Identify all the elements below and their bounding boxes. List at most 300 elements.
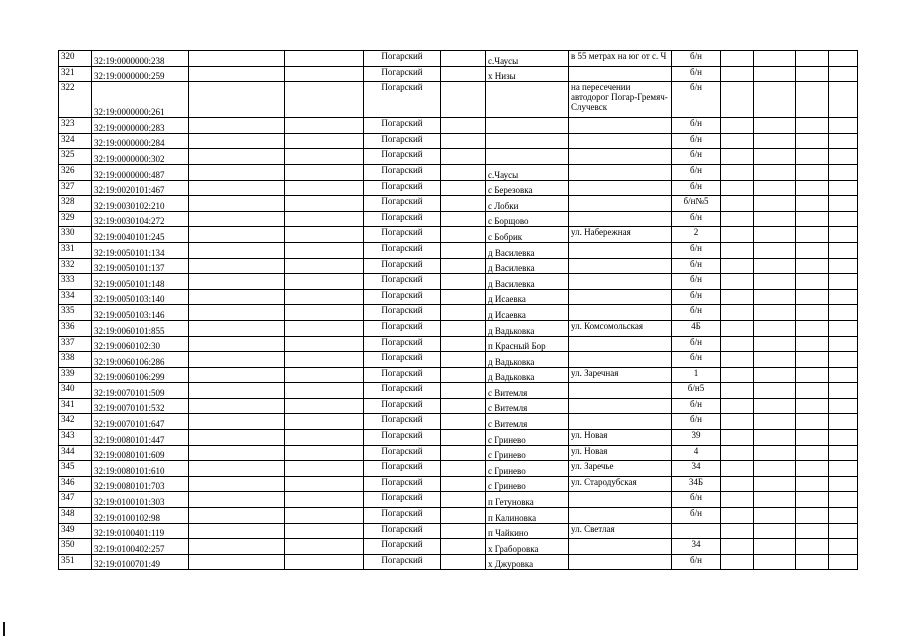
- locality-cell: с Витемля: [486, 383, 569, 399]
- empty-cell: [189, 289, 285, 305]
- empty-cell: [189, 118, 285, 134]
- district-cell: Погарский: [364, 149, 441, 165]
- empty-cell: [721, 336, 754, 352]
- empty-cell: [721, 492, 754, 508]
- empty-cell: [285, 51, 364, 67]
- house-number-cell: б/н: [672, 492, 721, 508]
- empty-cell: [754, 445, 796, 461]
- empty-cell: [829, 508, 858, 524]
- table-row: [59, 508, 858, 524]
- empty-cell: [796, 539, 829, 555]
- empty-cell: [189, 508, 285, 524]
- cadastral-number: 32:19:0050101:148: [92, 274, 189, 290]
- cadastral-number: 32:19:0050103:140: [92, 289, 189, 305]
- empty-cell: [796, 164, 829, 180]
- table-row: [59, 539, 858, 555]
- street-cell: [569, 211, 672, 227]
- locality-cell: д Вадьковка: [486, 352, 569, 368]
- empty-cell: [754, 523, 796, 539]
- locality-cell: [486, 82, 569, 118]
- empty-cell: [829, 227, 858, 243]
- empty-cell: [441, 445, 486, 461]
- house-number-cell: 2: [672, 227, 721, 243]
- row-number: 347: [59, 492, 92, 508]
- empty-cell: [721, 196, 754, 212]
- empty-cell: [796, 414, 829, 430]
- empty-cell: [754, 383, 796, 399]
- district-cell: Погарский: [364, 305, 441, 321]
- street-cell: [569, 305, 672, 321]
- empty-cell: [285, 82, 364, 118]
- empty-cell: [721, 118, 754, 134]
- empty-cell: [829, 118, 858, 134]
- cadastral-number: 32:19:0080101:609: [92, 445, 189, 461]
- house-number-cell: б/н: [672, 133, 721, 149]
- cadastral-number: 32:19:0020101:467: [92, 180, 189, 196]
- empty-cell: [441, 51, 486, 67]
- locality-cell: п Чайкино: [486, 523, 569, 539]
- empty-cell: [796, 492, 829, 508]
- street-cell: [569, 289, 672, 305]
- house-number-cell: б/н: [672, 211, 721, 227]
- row-number: 349: [59, 523, 92, 539]
- district-cell: Погарский: [364, 196, 441, 212]
- row-number: 344: [59, 445, 92, 461]
- empty-cell: [189, 554, 285, 570]
- cadastral-number: 32:19:0100701:49: [92, 554, 189, 570]
- empty-cell: [754, 149, 796, 165]
- table-row: [59, 66, 858, 82]
- cadastral-number: 32:19:0100401:119: [92, 523, 189, 539]
- empty-cell: [796, 258, 829, 274]
- empty-cell: [441, 492, 486, 508]
- cadastral-number: 32:19:0080101:703: [92, 476, 189, 492]
- row-number: 323: [59, 118, 92, 134]
- district-cell: Погарский: [364, 320, 441, 336]
- empty-cell: [721, 523, 754, 539]
- empty-cell: [721, 227, 754, 243]
- empty-cell: [721, 149, 754, 165]
- table-row: [59, 149, 858, 165]
- empty-cell: [285, 492, 364, 508]
- street-cell: [569, 383, 672, 399]
- empty-cell: [796, 305, 829, 321]
- district-cell: Погарский: [364, 211, 441, 227]
- cadastral-number: 32:19:0030102:210: [92, 196, 189, 212]
- empty-cell: [754, 305, 796, 321]
- locality-cell: д Василевка: [486, 258, 569, 274]
- empty-cell: [285, 164, 364, 180]
- empty-cell: [441, 367, 486, 383]
- empty-cell: [189, 336, 285, 352]
- house-number-cell: 34: [672, 539, 721, 555]
- empty-cell: [829, 149, 858, 165]
- locality-cell: с Бобрик: [486, 227, 569, 243]
- locality-cell: с Витемля: [486, 398, 569, 414]
- cadastral-number: 32:19:0030104:272: [92, 211, 189, 227]
- empty-cell: [285, 445, 364, 461]
- empty-cell: [829, 211, 858, 227]
- house-number-cell: б/н: [672, 180, 721, 196]
- empty-cell: [189, 242, 285, 258]
- empty-cell: [754, 430, 796, 446]
- cadastral-number: 32:19:0050103:146: [92, 305, 189, 321]
- empty-cell: [721, 164, 754, 180]
- row-number: 336: [59, 320, 92, 336]
- empty-cell: [829, 133, 858, 149]
- empty-cell: [721, 367, 754, 383]
- cadastral-number: 32:19:0070101:532: [92, 398, 189, 414]
- empty-cell: [829, 305, 858, 321]
- empty-cell: [189, 414, 285, 430]
- empty-cell: [796, 320, 829, 336]
- locality-cell: х Граборовка: [486, 539, 569, 555]
- empty-cell: [754, 336, 796, 352]
- row-number: 340: [59, 383, 92, 399]
- empty-cell: [285, 398, 364, 414]
- house-number-cell: б/н№5: [672, 196, 721, 212]
- empty-cell: [285, 133, 364, 149]
- row-number: 341: [59, 398, 92, 414]
- house-number-cell: б/н: [672, 164, 721, 180]
- empty-cell: [829, 274, 858, 290]
- empty-cell: [754, 164, 796, 180]
- empty-cell: [441, 508, 486, 524]
- street-cell: [569, 180, 672, 196]
- district-cell: Погарский: [364, 51, 441, 67]
- house-number-cell: б/н: [672, 336, 721, 352]
- empty-cell: [721, 398, 754, 414]
- empty-cell: [721, 274, 754, 290]
- street-cell: [569, 492, 672, 508]
- empty-cell: [285, 539, 364, 555]
- empty-cell: [754, 82, 796, 118]
- empty-cell: [754, 398, 796, 414]
- locality-cell: х Низы: [486, 66, 569, 82]
- empty-cell: [829, 430, 858, 446]
- cadastral-number: 32:19:0000000:238: [92, 51, 189, 67]
- empty-cell: [754, 274, 796, 290]
- cadastral-number: 32:19:0000000:259: [92, 66, 189, 82]
- house-number-cell: б/н: [672, 149, 721, 165]
- empty-cell: [189, 82, 285, 118]
- district-cell: Погарский: [364, 258, 441, 274]
- empty-cell: [721, 82, 754, 118]
- empty-cell: [829, 414, 858, 430]
- table-row: [59, 554, 858, 570]
- cadastral-number: 32:19:0100102:98: [92, 508, 189, 524]
- empty-cell: [754, 476, 796, 492]
- table-row: [59, 118, 858, 134]
- district-cell: Погарский: [364, 398, 441, 414]
- empty-cell: [189, 305, 285, 321]
- empty-cell: [285, 211, 364, 227]
- cadastral-number: 32:19:0060101:855: [92, 320, 189, 336]
- empty-cell: [285, 289, 364, 305]
- table-row: [59, 461, 858, 477]
- empty-cell: [829, 320, 858, 336]
- empty-cell: [441, 289, 486, 305]
- empty-cell: [285, 414, 364, 430]
- street-cell: [569, 554, 672, 570]
- locality-cell: с Гринево: [486, 461, 569, 477]
- street-cell: [569, 149, 672, 165]
- empty-cell: [285, 336, 364, 352]
- house-number-cell: б/н: [672, 305, 721, 321]
- street-cell: [569, 398, 672, 414]
- empty-cell: [754, 227, 796, 243]
- district-cell: Погарский: [364, 133, 441, 149]
- district-cell: Погарский: [364, 508, 441, 524]
- row-number: 346: [59, 476, 92, 492]
- empty-cell: [829, 258, 858, 274]
- locality-cell: [486, 133, 569, 149]
- house-number-cell: б/н: [672, 289, 721, 305]
- district-cell: Погарский: [364, 274, 441, 290]
- empty-cell: [829, 51, 858, 67]
- empty-cell: [796, 51, 829, 67]
- district-cell: Погарский: [364, 289, 441, 305]
- district-cell: Погарский: [364, 352, 441, 368]
- district-cell: Погарский: [364, 82, 441, 118]
- empty-cell: [796, 66, 829, 82]
- empty-cell: [189, 227, 285, 243]
- street-cell: [569, 336, 672, 352]
- empty-cell: [441, 554, 486, 570]
- empty-cell: [721, 211, 754, 227]
- empty-cell: [829, 445, 858, 461]
- cadastral-number: 32:19:0060102:30: [92, 336, 189, 352]
- empty-cell: [796, 430, 829, 446]
- empty-cell: [441, 258, 486, 274]
- row-number: 351: [59, 554, 92, 570]
- empty-cell: [441, 352, 486, 368]
- street-cell: [569, 258, 672, 274]
- house-number-cell: 1: [672, 367, 721, 383]
- locality-cell: д Вадьковка: [486, 320, 569, 336]
- street-cell: [569, 118, 672, 134]
- row-number: 338: [59, 352, 92, 368]
- empty-cell: [285, 66, 364, 82]
- district-cell: Погарский: [364, 461, 441, 477]
- property-register-table: [58, 50, 858, 570]
- empty-cell: [796, 82, 829, 118]
- empty-cell: [754, 66, 796, 82]
- empty-cell: [829, 492, 858, 508]
- row-number: 339: [59, 367, 92, 383]
- row-number: 342: [59, 414, 92, 430]
- empty-cell: [796, 398, 829, 414]
- house-number-cell: 34Б: [672, 476, 721, 492]
- cadastral-number: 32:19:0050101:137: [92, 258, 189, 274]
- empty-cell: [721, 320, 754, 336]
- empty-cell: [285, 523, 364, 539]
- empty-cell: [796, 383, 829, 399]
- empty-cell: [189, 352, 285, 368]
- row-number: 320: [59, 51, 92, 67]
- cadastral-number: 32:19:0070101:509: [92, 383, 189, 399]
- empty-cell: [754, 492, 796, 508]
- empty-cell: [721, 289, 754, 305]
- locality-cell: с Березовка: [486, 180, 569, 196]
- empty-cell: [285, 305, 364, 321]
- empty-cell: [754, 242, 796, 258]
- empty-cell: [189, 430, 285, 446]
- house-number-cell: б/н: [672, 242, 721, 258]
- district-cell: Погарский: [364, 118, 441, 134]
- locality-cell: [486, 118, 569, 134]
- row-number: 345: [59, 461, 92, 477]
- margin-mark: [3, 622, 5, 636]
- empty-cell: [285, 554, 364, 570]
- row-number: 324: [59, 133, 92, 149]
- cadastral-number: 32:19:0000000:284: [92, 133, 189, 149]
- empty-cell: [441, 133, 486, 149]
- street-cell: [569, 352, 672, 368]
- row-number: 337: [59, 336, 92, 352]
- row-number: 333: [59, 274, 92, 290]
- empty-cell: [721, 383, 754, 399]
- register-rows: [59, 51, 858, 570]
- empty-cell: [829, 289, 858, 305]
- empty-cell: [796, 196, 829, 212]
- row-number: 322: [59, 82, 92, 118]
- table-row: [59, 430, 858, 446]
- locality-cell: х Джуровка: [486, 554, 569, 570]
- district-cell: Погарский: [364, 445, 441, 461]
- locality-cell: [486, 149, 569, 165]
- table-row: [59, 242, 858, 258]
- street-cell: [569, 196, 672, 212]
- row-number: 350: [59, 539, 92, 555]
- empty-cell: [829, 383, 858, 399]
- empty-cell: [796, 445, 829, 461]
- empty-cell: [796, 180, 829, 196]
- empty-cell: [189, 211, 285, 227]
- table-row: [59, 336, 858, 352]
- cadastral-number: 32:19:0060106:286: [92, 352, 189, 368]
- empty-cell: [285, 242, 364, 258]
- street-cell: ул. Стародубская: [569, 476, 672, 492]
- empty-cell: [754, 461, 796, 477]
- empty-cell: [441, 149, 486, 165]
- locality-cell: д Вадьковка: [486, 367, 569, 383]
- row-number: 331: [59, 242, 92, 258]
- table-row: [59, 258, 858, 274]
- empty-cell: [285, 508, 364, 524]
- row-number: 329: [59, 211, 92, 227]
- empty-cell: [441, 476, 486, 492]
- district-cell: Погарский: [364, 336, 441, 352]
- district-cell: Погарский: [364, 523, 441, 539]
- empty-cell: [189, 523, 285, 539]
- street-cell: [569, 164, 672, 180]
- district-cell: Погарский: [364, 227, 441, 243]
- empty-cell: [441, 523, 486, 539]
- cadastral-number: 32:19:0100402:257: [92, 539, 189, 555]
- empty-cell: [189, 398, 285, 414]
- street-cell: [569, 508, 672, 524]
- table-row: [59, 352, 858, 368]
- street-cell: [569, 414, 672, 430]
- empty-cell: [189, 461, 285, 477]
- table-row: [59, 51, 858, 67]
- empty-cell: [721, 242, 754, 258]
- empty-cell: [189, 51, 285, 67]
- empty-cell: [189, 196, 285, 212]
- house-number-cell: б/н: [672, 352, 721, 368]
- locality-cell: п Гетуновка: [486, 492, 569, 508]
- cadastral-number: 32:19:0080101:610: [92, 461, 189, 477]
- empty-cell: [829, 66, 858, 82]
- table-row: [59, 383, 858, 399]
- district-cell: Погарский: [364, 492, 441, 508]
- locality-cell: д Исаевка: [486, 305, 569, 321]
- empty-cell: [796, 289, 829, 305]
- empty-cell: [754, 352, 796, 368]
- empty-cell: [829, 82, 858, 118]
- empty-cell: [441, 430, 486, 446]
- house-number-cell: 34: [672, 461, 721, 477]
- house-number-cell: б/н: [672, 51, 721, 67]
- table-row: [59, 398, 858, 414]
- empty-cell: [796, 211, 829, 227]
- empty-cell: [189, 445, 285, 461]
- district-cell: Погарский: [364, 430, 441, 446]
- empty-cell: [189, 476, 285, 492]
- street-cell: на пересечении автодорог Погар-Гремяч-Случевск: [569, 82, 672, 118]
- empty-cell: [754, 554, 796, 570]
- locality-cell: с.Чаусы: [486, 51, 569, 67]
- row-number: 326: [59, 164, 92, 180]
- house-number-cell: б/н: [672, 66, 721, 82]
- street-cell: [569, 274, 672, 290]
- house-number-cell: б/н: [672, 274, 721, 290]
- empty-cell: [754, 118, 796, 134]
- empty-cell: [285, 352, 364, 368]
- empty-cell: [441, 320, 486, 336]
- empty-cell: [285, 367, 364, 383]
- table-row: [59, 492, 858, 508]
- empty-cell: [754, 258, 796, 274]
- row-number: 348: [59, 508, 92, 524]
- empty-cell: [721, 476, 754, 492]
- empty-cell: [721, 445, 754, 461]
- street-cell: ул. Светлая: [569, 523, 672, 539]
- district-cell: Погарский: [364, 383, 441, 399]
- district-cell: Погарский: [364, 66, 441, 82]
- empty-cell: [189, 164, 285, 180]
- empty-cell: [285, 180, 364, 196]
- empty-cell: [721, 414, 754, 430]
- table-row: [59, 227, 858, 243]
- empty-cell: [285, 383, 364, 399]
- locality-cell: с Лобки: [486, 196, 569, 212]
- house-number-cell: б/н: [672, 258, 721, 274]
- empty-cell: [441, 336, 486, 352]
- table-row: [59, 523, 858, 539]
- house-number-cell: 39: [672, 430, 721, 446]
- table-row: [59, 196, 858, 212]
- empty-cell: [796, 476, 829, 492]
- row-number: 330: [59, 227, 92, 243]
- street-cell: в 55 метрах на юг от с. Ч: [569, 51, 672, 67]
- empty-cell: [829, 476, 858, 492]
- empty-cell: [285, 320, 364, 336]
- street-cell: ул. Заречная: [569, 367, 672, 383]
- empty-cell: [189, 133, 285, 149]
- house-number-cell: б/н: [672, 414, 721, 430]
